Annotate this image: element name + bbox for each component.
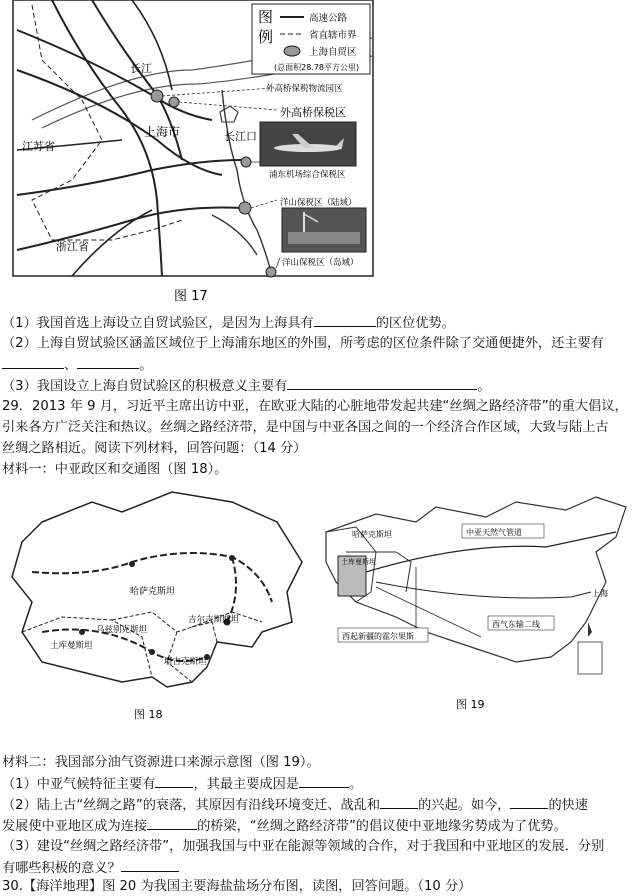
q29-3b-text: 有哪些积极的意义？ bbox=[2, 861, 121, 876]
q29-1-end: 。 bbox=[348, 777, 363, 792]
q29-2a-mid: 的兴起。如今， bbox=[418, 798, 511, 813]
material-1: 材料一：中亚政区和交通图（图 18）。 bbox=[2, 462, 228, 477]
q28-3-end: 。 bbox=[477, 379, 491, 394]
answer-blank[interactable] bbox=[2, 355, 64, 369]
q28-1-text: （1）我国首选上海设立自贸试验区，是因为上海具有 bbox=[2, 316, 314, 331]
answer-blank[interactable] bbox=[287, 376, 477, 390]
q29-line1: 29．2013 年 9 月，习近平主席出访中亚，在欧亚大陆的心脏地带发起共建“丝绸之路经济带”的重大倡议， bbox=[2, 399, 628, 414]
fig19-kazakh: 哈萨克斯坦 bbox=[352, 530, 392, 539]
label-zhejiang: 浙江省 bbox=[56, 240, 89, 253]
label-changjiang: 长江 bbox=[130, 62, 152, 75]
label-waigaoqiao-bonded: 外高桥保税区 bbox=[280, 106, 346, 119]
label-waigaoqiao-logistics: 外高桥保税物流园区 bbox=[266, 84, 343, 94]
answer-blank[interactable] bbox=[77, 355, 139, 369]
answer-blank[interactable] bbox=[121, 858, 179, 872]
q29-2b-mid: 的桥梁，“丝绸之路经济带”的倡议使中亚地缘劣势成为了优势。 bbox=[197, 819, 567, 834]
fig19-turkmen: 土库曼斯坦 bbox=[341, 558, 376, 566]
legend-title-1: 图 bbox=[258, 8, 274, 26]
answer-blank[interactable] bbox=[510, 795, 548, 809]
q29-2b-text: 发展使中亚地区成为连接 bbox=[2, 819, 148, 834]
label-yangshan-land: 洋山保税区（陆域） bbox=[280, 198, 357, 208]
q29-1-text: （1）中亚气候特征主要有 bbox=[2, 777, 156, 792]
q29-line2: 引来各方广泛关注和热议。丝绸之路经济带，是中国与中亚各国之间的一个经济合作区域，大致与陆上古 bbox=[2, 420, 609, 435]
label-shanghai: 上海市 bbox=[144, 125, 181, 139]
label-changjiangkou: 长江口 bbox=[224, 130, 257, 143]
q28-1 bbox=[2, 313, 455, 333]
q29-1 bbox=[2, 774, 362, 794]
fig18-label: 吉尔吉斯斯坦 bbox=[188, 615, 240, 625]
fig18-label: 塔吉克斯坦 bbox=[164, 657, 207, 667]
q28-3 bbox=[2, 376, 491, 396]
legend-note: (总面积28.78平方公里) bbox=[274, 63, 360, 72]
figure-18-caption: 图 18 bbox=[134, 708, 163, 721]
q28-2b bbox=[2, 355, 152, 375]
label-pudong-airport: 浦东机场综合保税区 bbox=[269, 170, 346, 180]
figure-19-map bbox=[316, 492, 642, 716]
fig18-label: 乌兹别克斯坦 bbox=[96, 625, 148, 635]
fig19-west-east: 西气东输二线 bbox=[492, 620, 540, 629]
q29-3a: （3）建设“丝绸之路经济带”，加强我国与中亚在能源等领域的合作，对于我国和中亚地区的发展．分别 bbox=[2, 839, 605, 854]
legend-ftz: 上海自贸区 bbox=[309, 47, 357, 58]
q29-2a-end: 的快速 bbox=[548, 798, 588, 813]
fig19-gas-pipeline: 中亚天然气管道 bbox=[466, 528, 522, 537]
figure-19-caption: 图 19 bbox=[456, 698, 485, 711]
answer-blank[interactable] bbox=[314, 313, 376, 327]
fig19-west-start: 西起新疆的霍尔果斯 bbox=[342, 632, 414, 641]
q29-2a-text: （2）陆上古“丝绸之路”的衰落，其原因有沿线环境变迁、战乱和 bbox=[2, 798, 381, 813]
answer-blank[interactable] bbox=[147, 816, 197, 830]
figure-17-caption: 图 17 bbox=[174, 289, 208, 304]
q29-1-mid: ，其最主要成因是 bbox=[193, 777, 299, 792]
fig18-label: 土库曼斯坦 bbox=[50, 641, 93, 651]
q28-1-end: 的区位优势。 bbox=[375, 316, 455, 331]
q29-2b bbox=[2, 816, 567, 836]
q28-2a: （2）上海自贸试验区涵盖区域位于上海浦东地区的外围，所考虑的区位条件除了交通便捷外，还主要有 bbox=[2, 336, 604, 351]
answer-blank[interactable] bbox=[155, 774, 193, 788]
q30-line1: 30.【海洋地理】图 20 为我国主要海盐盐场分布图，读图，回答问题。（10 分） bbox=[2, 879, 472, 894]
legend-expressway: 高速公路 bbox=[309, 13, 348, 24]
figure-18-map bbox=[2, 482, 306, 726]
q29-3b bbox=[2, 858, 179, 878]
q29-line3: 丝绸之路相近。阅读下列材料，回答问题：（14 分） bbox=[2, 441, 307, 456]
answer-blank[interactable] bbox=[380, 795, 418, 809]
fig18-label: 哈萨克斯坦 bbox=[130, 587, 176, 597]
label-yangshan-island: 洋山保税区（岛域） bbox=[282, 258, 359, 268]
material-2: 材料二：我国部分油气资源进口来源示意图（图 19）。 bbox=[2, 755, 320, 770]
legend-border: 省直辖市界 bbox=[309, 30, 357, 41]
q29-2a bbox=[2, 795, 588, 815]
figure-17-map bbox=[12, 0, 374, 310]
answer-blank[interactable] bbox=[299, 774, 349, 788]
q28-2b-end: 。 bbox=[139, 358, 153, 373]
legend-title-2: 例 bbox=[258, 28, 274, 46]
fig19-shanghai: 上海 bbox=[592, 589, 608, 598]
q28-3-text: （3）我国设立上海自贸试验区的积极意义主要有 bbox=[2, 379, 288, 394]
label-jiangsu: 江苏省 bbox=[22, 140, 55, 153]
q28-2b-sep: 、 bbox=[64, 358, 78, 373]
